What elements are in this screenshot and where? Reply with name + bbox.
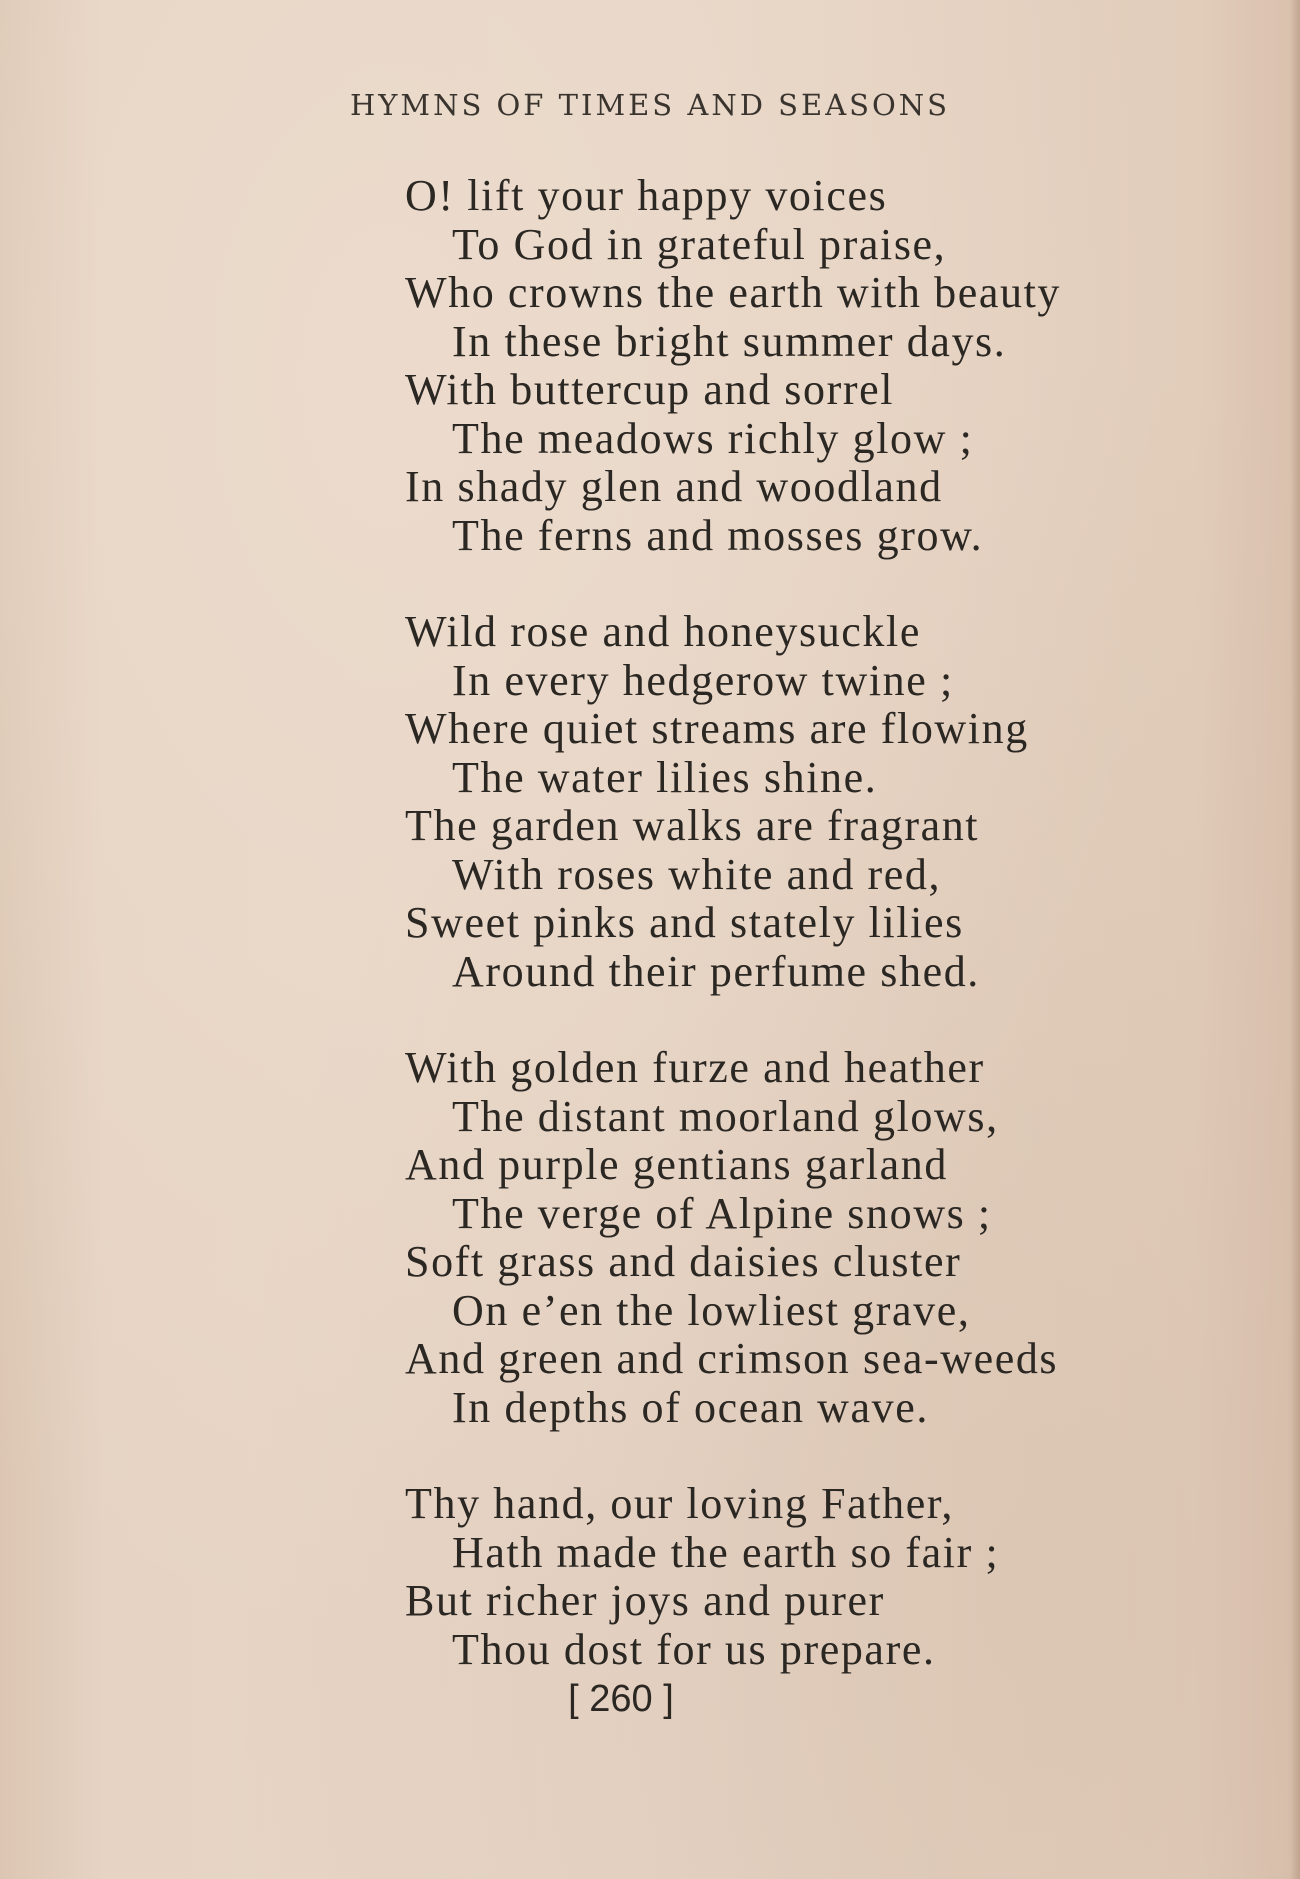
verse-line: The ferns and mosses grow.: [452, 510, 984, 560]
page-edge-shadow: [1290, 0, 1300, 1879]
verse-line: In shady glen and woodland: [405, 462, 943, 511]
verse-line: The water lilies shine.: [452, 752, 878, 802]
verse-line: To God in grateful praise,: [452, 219, 947, 269]
verse-line: Thy hand, our loving Father,: [405, 1479, 954, 1528]
verse-line: Sweet pinks and stately lilies: [405, 898, 964, 947]
stanza: [405, 172, 1165, 560]
verse-line: In these bright summer days.: [452, 316, 1007, 366]
verse-line: Where quiet streams are flowing: [405, 704, 1029, 753]
verse-line: Who crowns the earth with beauty: [405, 268, 1062, 317]
verse-line: O! lift your happy voices: [405, 171, 888, 220]
running-title: HYMNS OF TIMES AND SEASONS: [349, 88, 951, 122]
verse-line: In depths of ocean wave.: [452, 1382, 930, 1432]
verse-line: With roses white and red,: [452, 849, 942, 899]
verse-line: Around their perfume shed.: [452, 946, 980, 996]
verse-line: The meadows richly glow ;: [452, 413, 974, 463]
verse-line: The verge of Alpine snows ;: [452, 1188, 992, 1238]
verse-line: Wild rose and honeysuckle: [405, 607, 921, 656]
verse-line: In every hedgerow twine ;: [452, 655, 954, 705]
verse-line: Thou dost for us prepare.: [452, 1624, 936, 1674]
verse-line: And green and crimson sea-weeds: [405, 1334, 1059, 1383]
verse-line: With golden furze and heather: [405, 1043, 985, 1092]
stanza: [405, 608, 1165, 996]
verse-line: With buttercup and sorrel: [405, 365, 895, 414]
hymn-text: [405, 172, 1165, 1722]
verse-line: The distant moorland glows,: [452, 1091, 999, 1141]
stanza: [405, 1480, 1165, 1674]
verse-line: And purple gentians garland: [405, 1140, 948, 1189]
page-number: [ 260 ]: [568, 1678, 674, 1720]
verse-line: Hath made the earth so fair ;: [452, 1527, 1000, 1577]
verse-line: The garden walks are fragrant: [405, 801, 980, 850]
verse-line: But richer joys and purer: [405, 1576, 885, 1625]
stanza: [405, 1044, 1165, 1432]
verse-line: On e’en the lowliest grave,: [452, 1285, 971, 1335]
verse-line: Soft grass and daisies cluster: [405, 1237, 962, 1286]
